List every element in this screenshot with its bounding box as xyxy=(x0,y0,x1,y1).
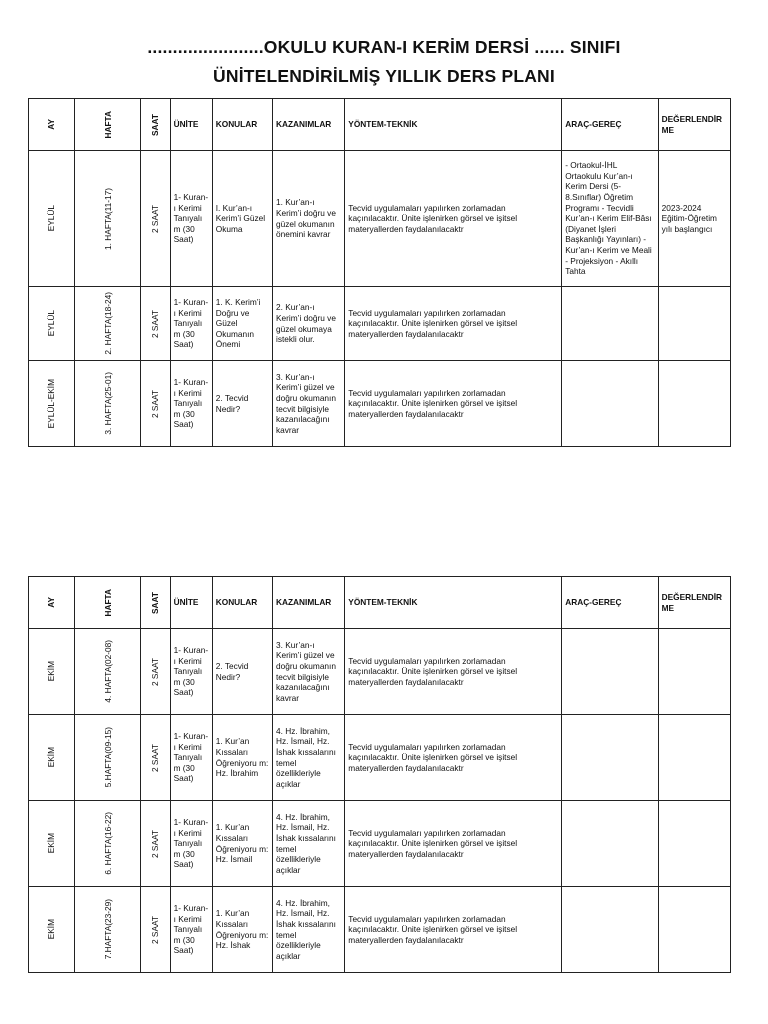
cell-hafta-text: 3. HAFTA(25-01) xyxy=(102,372,113,435)
cell-arac xyxy=(562,629,658,715)
header-unite: ÜNİTE xyxy=(170,577,212,629)
cell-arac xyxy=(562,287,658,361)
cell-saat-text: 2 SAAT xyxy=(150,389,161,418)
header-yontem: YÖNTEM-TEKNİK xyxy=(345,577,562,629)
cell-ay-text: EYLÜL xyxy=(46,310,57,337)
cell-yontem: Tecvid uygulamaları yapılırken zorlamadan kaçınılacaktır. Ünite işlenirken görsel ve işitsel materyallerden faydalanılacaktr xyxy=(345,715,562,801)
cell-ay xyxy=(29,629,75,715)
header-hafta xyxy=(75,99,141,151)
cell-degerlendirme xyxy=(658,801,730,887)
cell-unite: 1- Kuran-ı Kerimi Tanıyalı m (30 Saat) xyxy=(170,287,212,361)
cell-ay xyxy=(29,801,75,887)
cell-saat-text: 2 SAAT xyxy=(150,204,161,233)
cell-ay xyxy=(29,887,75,973)
header-kazanimlar: KAZANIMLAR xyxy=(273,577,345,629)
table-row xyxy=(29,887,731,973)
cell-hafta-text: 2. HAFTA(18-24) xyxy=(102,292,113,355)
plan-table-2 xyxy=(28,576,731,973)
cell-saat xyxy=(141,629,170,715)
table-row xyxy=(29,151,731,287)
cell-konular: 2. Tecvid Nedir? xyxy=(212,361,272,447)
table-row xyxy=(29,287,731,361)
cell-konular: I. Kur’an-ı Kerim’i Güzel Okuma xyxy=(212,151,272,287)
cell-arac xyxy=(562,361,658,447)
cell-saat xyxy=(141,887,170,973)
cell-ay-text: EKİM xyxy=(46,747,57,768)
cell-hafta xyxy=(75,287,141,361)
cell-konular: 1. Kur’an Kıssaları Öğreniyoru m: Hz. İbrahim xyxy=(212,715,272,801)
cell-ay-text: EKİM xyxy=(46,919,57,940)
cell-ay xyxy=(29,715,75,801)
cell-saat xyxy=(141,361,170,447)
header-row xyxy=(29,577,731,629)
cell-ay-text: EKİM xyxy=(46,661,57,682)
header-saat-label: SAAT xyxy=(150,591,161,614)
cell-hafta-text: 1. HAFTA(11-17) xyxy=(102,187,113,250)
cell-unite: 1- Kuran-ı Kerimi Tanıyalı m (30 Saat) xyxy=(170,151,212,287)
header-konular: KONULAR xyxy=(212,99,272,151)
cell-hafta xyxy=(75,715,141,801)
header-yontem: YÖNTEM-TEKNİK xyxy=(345,99,562,151)
cell-yontem: Tecvid uygulamaları yapılırken zorlamadan kaçınılacaktır. Ünite işlenirken görsel ve işitsel materyallerden faydalanılacaktr xyxy=(345,887,562,973)
cell-ay-text: EYLÜL xyxy=(46,205,57,232)
cell-saat-text: 2 SAAT xyxy=(150,915,161,944)
cell-kazanimlar: 4. Hz. İbrahim, Hz. İsmail, Hz. İshak kıssalarını temel özellikleriyle açıklar xyxy=(273,887,345,973)
cell-kazanimlar: 3. Kur’an-ı Kerim’i güzel ve doğru okumanın tecvit bilgisiyle kazanılacağını kavrar xyxy=(273,629,345,715)
cell-konular: 1. Kur’an Kıssaları Öğreniyoru m: Hz. İshak xyxy=(212,887,272,973)
document-subtitle: ÜNİTELENDİRİLMİŞ YILLIK DERS PLANI xyxy=(213,66,555,86)
table-row xyxy=(29,801,731,887)
cell-degerlendirme xyxy=(658,887,730,973)
cell-unite: 1- Kuran-ı Kerimi Tanıyalı m (30 Saat) xyxy=(170,801,212,887)
cell-konular: 1. K. Kerim’i Doğru ve Güzel Okumanın Önemi xyxy=(212,287,272,361)
cell-ay xyxy=(29,151,75,287)
cell-hafta-text: 6. HAFTA(16-22) xyxy=(102,812,113,875)
cell-arac: - Ortaokul-İHL Ortaokulu Kur’an-ı Kerim Dersi (5-8.Sınıflar) Öğretim Programı - Tecvidli Kur’an-ı Kerim Elif-Bâsı (Diyanet İşleri Başkanlığı Yayınları) - Kur’an-ı Kerim ve Meali - Projeksiyon - Akıllı Tahta xyxy=(562,151,658,287)
cell-yontem: Tecvid uygulamaları yapılırken zorlamadan kaçınılacaktır. Ünite işlenirken görsel ve işitsel materyallerden faydalanılacaktr xyxy=(345,151,562,287)
header-arac: ARAÇ-GEREÇ xyxy=(562,577,658,629)
table-row xyxy=(29,715,731,801)
header-degerlendirme: DEĞERLENDİR ME xyxy=(658,577,730,629)
header-hafta-label: HAFTA xyxy=(102,588,113,617)
header-konular: KONULAR xyxy=(212,577,272,629)
cell-unite: 1- Kuran-ı Kerimi Tanıyalı m (30 Saat) xyxy=(170,629,212,715)
cell-hafta xyxy=(75,629,141,715)
header-ay-label: AY xyxy=(46,119,57,130)
cell-degerlendirme xyxy=(658,715,730,801)
cell-saat-text: 2 SAAT xyxy=(150,309,161,338)
cell-hafta xyxy=(75,361,141,447)
cell-kazanimlar: 2. Kur’an-ı Kerim’i doğru ve güzel okumaya istekli olur. xyxy=(273,287,345,361)
cell-saat xyxy=(141,151,170,287)
cell-saat-text: 2 SAAT xyxy=(150,743,161,772)
cell-yontem: Tecvid uygulamaları yapılırken zorlamadan kaçınılacaktır. Ünite işlenirken görsel ve işitsel materyallerden faydalanılacaktr xyxy=(345,361,562,447)
cell-degerlendirme xyxy=(658,629,730,715)
cell-arac xyxy=(562,887,658,973)
cell-ay xyxy=(29,361,75,447)
cell-degerlendirme: 2023-2024 Eğitim-Öğretim yılı başlangıcı xyxy=(658,151,730,287)
cell-arac xyxy=(562,715,658,801)
cell-hafta-text: 4. HAFTA(02-08) xyxy=(102,640,113,703)
cell-unite: 1- Kuran-ı Kerimi Tanıyalı m (30 Saat) xyxy=(170,715,212,801)
header-hafta-label: HAFTA xyxy=(102,110,113,139)
header-ay xyxy=(29,577,75,629)
cell-ay xyxy=(29,287,75,361)
cell-unite: 1- Kuran-ı Kerimi Tanıyalı m (30 Saat) xyxy=(170,361,212,447)
cell-degerlendirme xyxy=(658,361,730,447)
header-ay xyxy=(29,99,75,151)
cell-arac xyxy=(562,801,658,887)
header-kazanimlar: KAZANIMLAR xyxy=(273,99,345,151)
header-saat xyxy=(141,577,170,629)
cell-konular: 1. Kur’an Kıssaları Öğreniyoru m: Hz. İsmail xyxy=(212,801,272,887)
header-unite: ÜNİTE xyxy=(170,99,212,151)
cell-hafta xyxy=(75,801,141,887)
cell-hafta-text: 7.HAFTA(23-29) xyxy=(102,899,113,960)
cell-yontem: Tecvid uygulamaları yapılırken zorlamadan kaçınılacaktır. Ünite işlenirken görsel ve işitsel materyallerden faydalanılacaktr xyxy=(345,801,562,887)
cell-hafta-text: 5.HAFTA(09-15) xyxy=(102,727,113,788)
cell-saat xyxy=(141,801,170,887)
header-degerlendirme: DEĞERLENDİR ME xyxy=(658,99,730,151)
header-saat-label: SAAT xyxy=(150,113,161,136)
cell-hafta xyxy=(75,887,141,973)
cell-saat xyxy=(141,715,170,801)
cell-ay-text: EKİM xyxy=(46,833,57,854)
cell-saat-text: 2 SAAT xyxy=(150,657,161,686)
cell-kazanimlar: 1. Kur’an-ı Kerim’i doğru ve güzel okumanın önemini kavrar xyxy=(273,151,345,287)
cell-saat xyxy=(141,287,170,361)
cell-degerlendirme xyxy=(658,287,730,361)
cell-yontem: Tecvid uygulamaları yapılırken zorlamadan kaçınılacaktır. Ünite işlenirken görsel ve işitsel materyallerden faydalanılacaktr xyxy=(345,287,562,361)
cell-unite: 1- Kuran-ı Kerimi Tanıyalı m (30 Saat) xyxy=(170,887,212,973)
cell-hafta xyxy=(75,151,141,287)
cell-kazanimlar: 3. Kur’an-ı Kerim’i güzel ve doğru okumanın tecvit bilgisiyle kazanılacağını kavrar xyxy=(273,361,345,447)
table-row xyxy=(29,361,731,447)
cell-kazanimlar: 4. Hz. İbrahim, Hz. İsmail, Hz. İshak kıssalarını temel özellikleriyle açıklar xyxy=(273,715,345,801)
cell-ay-text: EYLÜL-EKİM xyxy=(46,378,57,429)
table-row xyxy=(29,629,731,715)
document-title: .......................OKULU KURAN-I KERİM DERSİ ...... SINIFI xyxy=(147,37,621,57)
header-ay-label: AY xyxy=(46,597,57,608)
cell-saat-text: 2 SAAT xyxy=(150,829,161,858)
cell-kazanimlar: 4. Hz. İbrahim, Hz. İsmail, Hz. İshak kıssalarını temel özellikleriyle açıklar xyxy=(273,801,345,887)
header-row xyxy=(29,99,731,151)
cell-konular: 2. Tecvid Nedir? xyxy=(212,629,272,715)
header-hafta xyxy=(75,577,141,629)
cell-yontem: Tecvid uygulamaları yapılırken zorlamadan kaçınılacaktır. Ünite işlenirken görsel ve işitsel materyallerden faydalanılacaktr xyxy=(345,629,562,715)
header-saat xyxy=(141,99,170,151)
plan-table-1 xyxy=(28,98,731,447)
header-arac: ARAÇ-GEREÇ xyxy=(562,99,658,151)
